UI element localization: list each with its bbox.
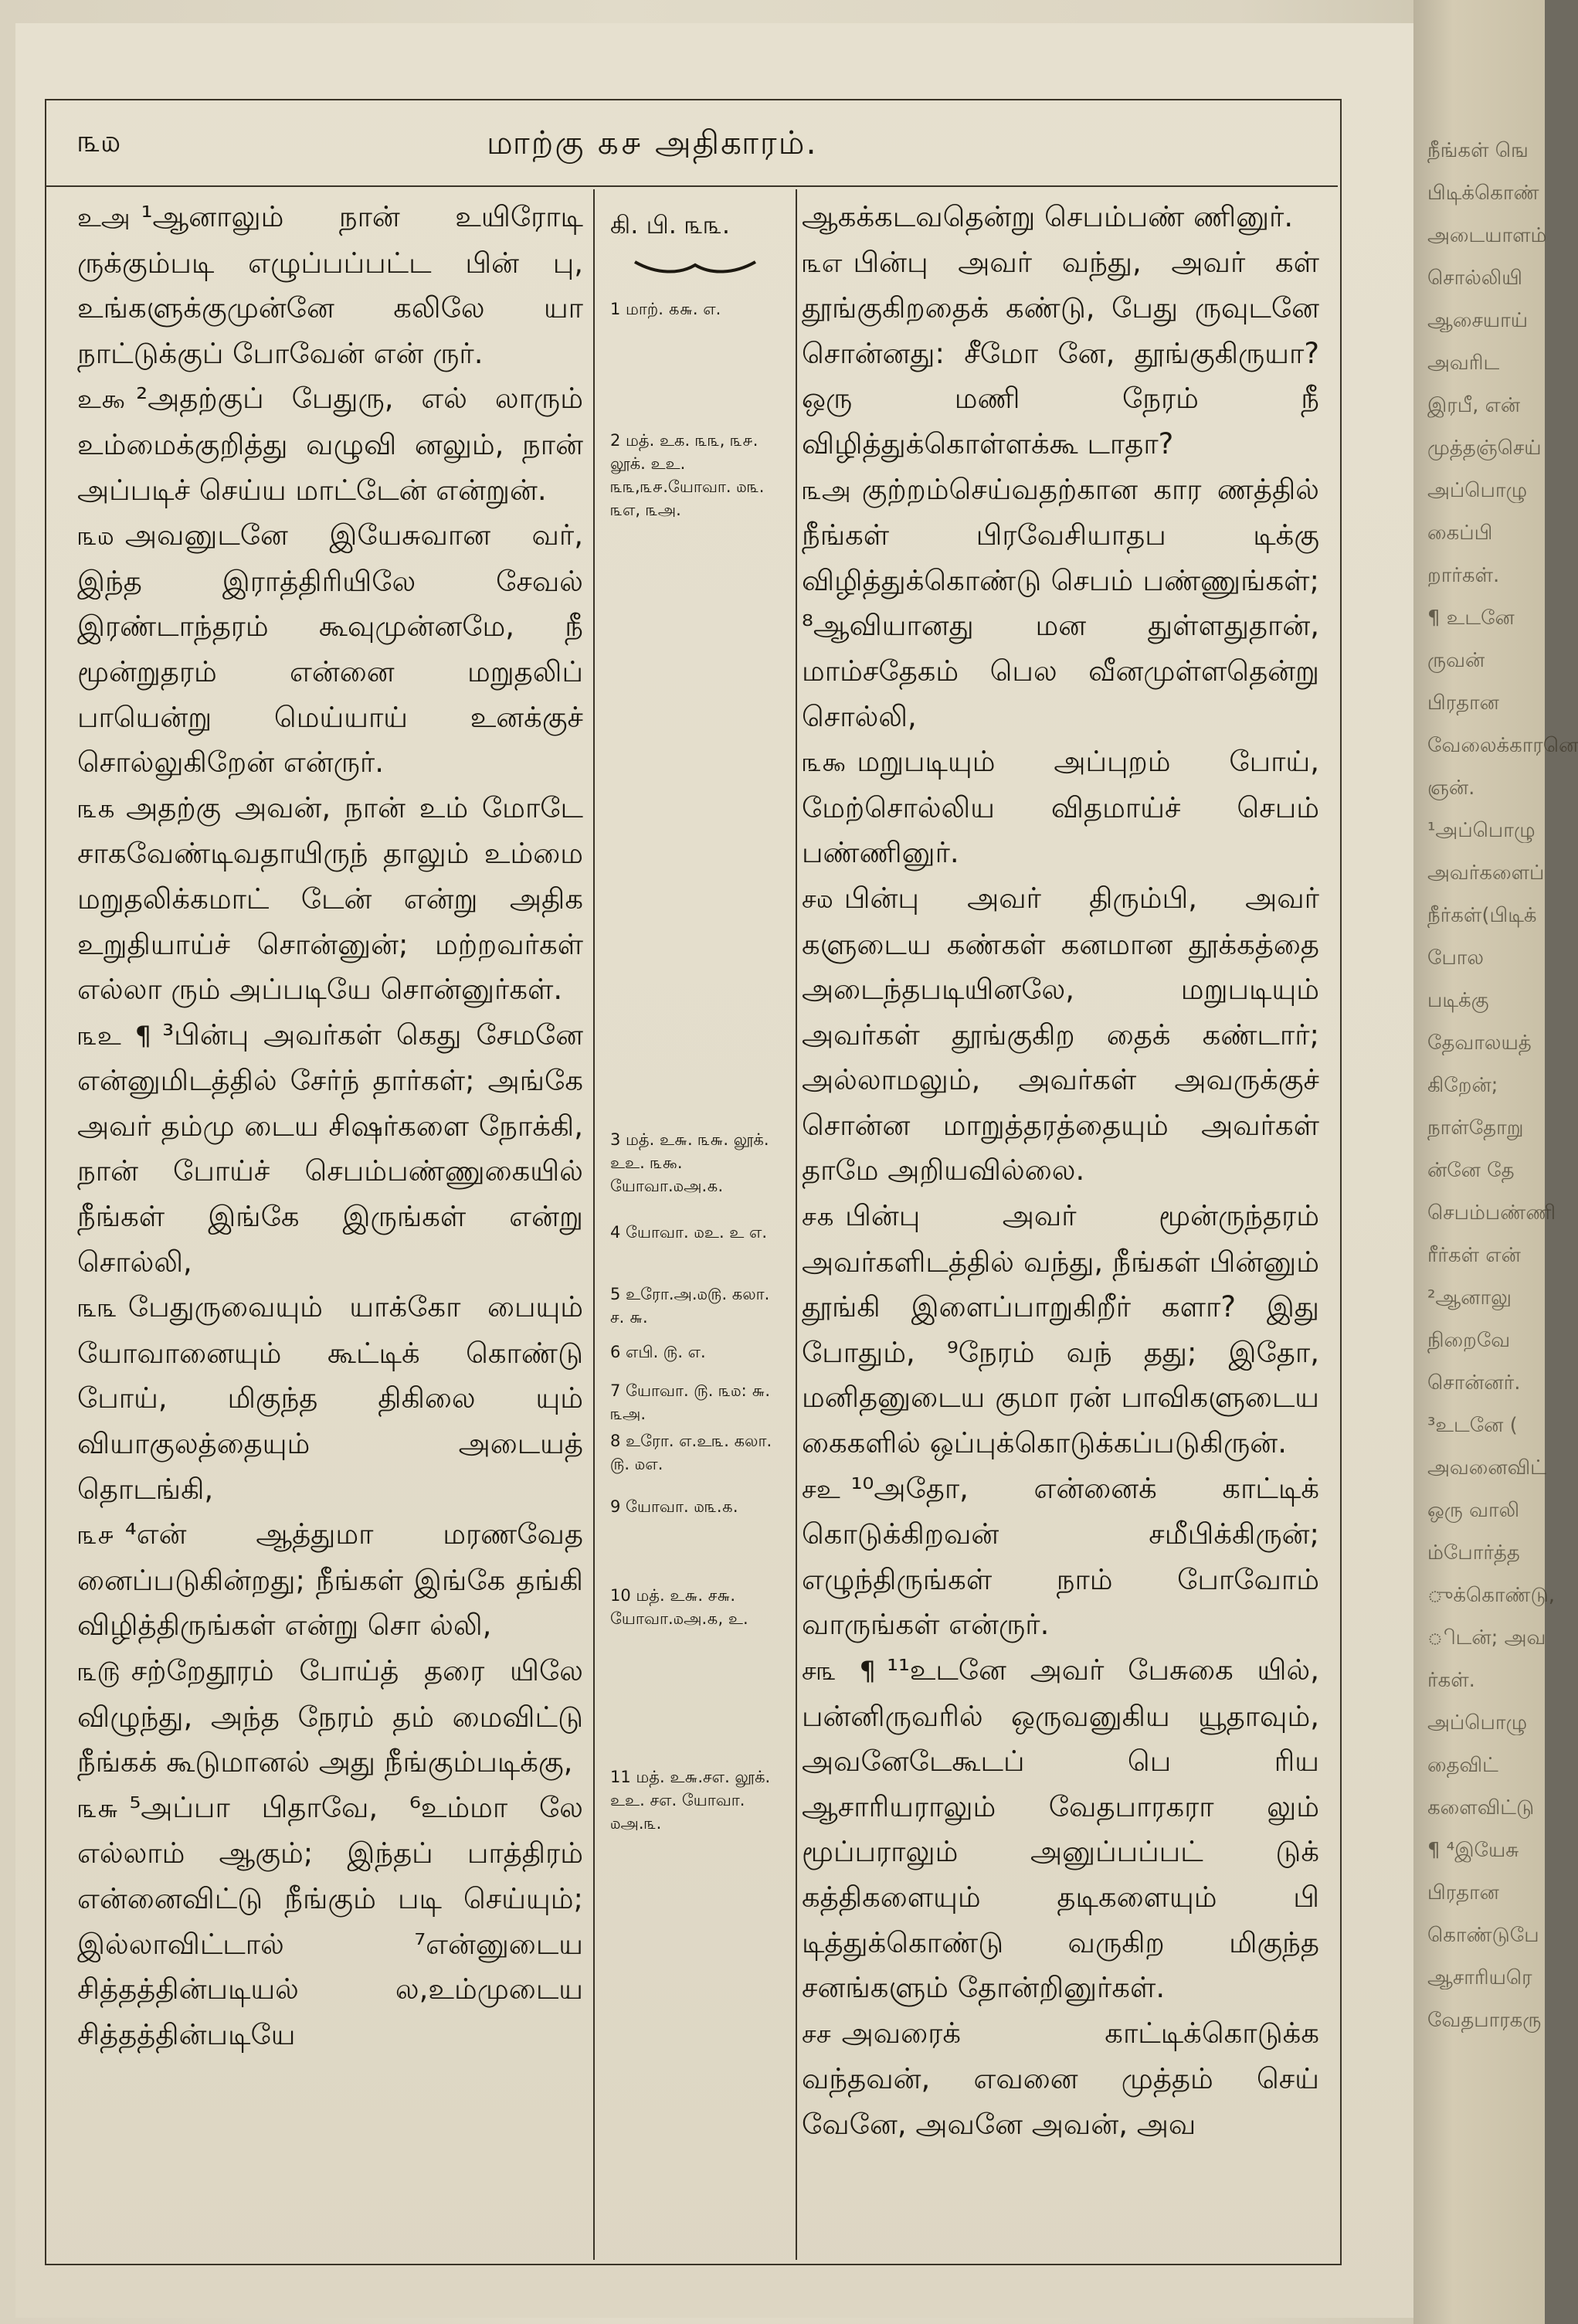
adjacent-page-line: அப்பொழு <box>1427 479 1528 502</box>
verse-text: ⁵அப்பா பிதாவே, ⁶உம்மா லே எல்லாம் ஆகும்; இந்தப் பாத்திரம் என்னைவிட்டு நீங்கும் படி செய்யும்; இல்லாவிட்டால் ⁷என்னுடைய சித்தத்தின்படியல் ல,உம்முடைய சித்தத்தின்படியே <box>77 1790 583 2051</box>
adjacent-page-line: சொன்னர். <box>1427 1371 1521 1395</box>
adjacent-page-line: ஆசையாய் <box>1427 309 1529 332</box>
adjacent-page-line: நீங்கள் ஙெ <box>1427 139 1529 162</box>
adjacent-page-line: போல <box>1427 946 1484 970</box>
verse-text: பின்பு அவர் திரும்பி, அவர் களுடைய கண்கள் கனமான தூக்கத்தை அடைந்தபடியினலே, மறுபடியும் அவர்கள் தூங்குகிற தைக் கண்டார்; அல்லாமலும், அவர்கள் அவருக்குச் சொன்ன மாறுத்தரத்தையும் அவர்கள் தாமே அறியவில்லை. <box>802 881 1319 1187</box>
cross-reference: 2 மத். உக. ௩௩, ௩௪. லூக். உஉ. ௩௩,௩௪.யோவா. ௰௩. ௩எ, ௩அ. <box>610 431 765 519</box>
adjacent-page-line: அவர்களைப் <box>1427 861 1545 885</box>
verse-paragraph <box>77 786 583 1013</box>
verse-text: ⁴என் ஆத்துமா மரணவேத னைப்படுகின்றது; நீங்கள் இங்கே தங்கி விழித்திருங்கள் என்று சொ ல்லி, <box>77 1517 583 1643</box>
verse-text: பின்பு அவர் வந்து, அவர் கள் தூங்குகிறதைக் கண்டு, பேது ருவுடனே சொன்னது: சீமோ னே, தூங்குகிருயா? ஒரு மணி நேரம் நீ விழித்துக்கொள்ளக்கூ டாதா? <box>802 245 1319 460</box>
verse-text: அவரைக் காட்டிக்கொடுக்க வந்தவன், எவனை முத்தம் செய் வேனே, அவனே அவன், அவ <box>802 2016 1319 2141</box>
adjacent-page-line: சொல்லியி <box>1427 267 1522 290</box>
verse-paragraph <box>802 195 1319 240</box>
verse-paragraph <box>802 1194 1319 1466</box>
verse-text: ²அதற்குப் பேதுரு, எல் லாரும் உம்மைக்குறித்து வழுவி னலும், நான் அப்படிச் செய்ய மாட்டேன் என்றுன். <box>77 382 583 507</box>
adjacent-page-line: ருவன் <box>1427 649 1485 672</box>
verse-text: ¹¹உடனே அவர் பேசுகை யில், பன்னிருவரில் ஒருவனுகிய யூதாவும், அவனேடேகூடப் பெ ரிய ஆசாரியராலும் வேதபாரகரா லும் மூப்பராலும் அனுப்பப்பட் டுக் கத்திகளையும் தடிகளையும் பி டித்துக்கொண்டு வருகிற மிகுந்த சனங்களும் தோன்றினுர்கள். <box>802 1653 1319 2005</box>
adjacent-page-line: வேலைக்காரனெ <box>1427 734 1578 757</box>
adjacent-page-line: ஞன். <box>1427 776 1475 800</box>
verse-number: ௩௰ <box>77 521 114 552</box>
verse-number: சச <box>802 2018 831 2050</box>
adjacent-page-line: ¶ உடனே <box>1427 606 1515 630</box>
verse-paragraph <box>77 1285 583 1512</box>
header-rule <box>46 185 1338 187</box>
adjacent-page-line: படிக்கு <box>1427 989 1489 1012</box>
adjacent-page-line: நிறைவே <box>1427 1329 1511 1352</box>
verse-number: உஅ <box>77 202 131 233</box>
verse-text: ¹⁰அதோ, என்னைக் காட்டிக் கொடுக்கிறவன் சமீபிக்கிருன்; எழுந்திருங்கள் நாம் போவோம் வாருங்கள் என்ருர். <box>802 1471 1319 1642</box>
adjacent-page-line: அவரிட <box>1427 352 1500 375</box>
adjacent-page-line: ²ஆனாலு <box>1427 1286 1512 1310</box>
verse-text: ¹ஆனாலும் நான் உயிரோடி ருக்கும்படி எழுப்பப்பட்ட பின் பு, உங்களுக்குமுன்னே கலிலே யா நாட்டுக்குப் போவேன் என் ருர். <box>77 200 583 370</box>
adjacent-page-line: றார்கள். <box>1427 564 1500 587</box>
column-divider-left <box>593 189 595 2260</box>
verse-paragraph <box>77 376 583 513</box>
verse-text: ஆகக்கடவதென்று செபம்பண் ணினுர். <box>802 200 1294 233</box>
adjacent-page-line: பிரதான <box>1427 1881 1499 1904</box>
adjacent-page-line: ம்போர்த்த <box>1427 1541 1520 1565</box>
verse-number: ௩௬ <box>77 1792 119 1824</box>
verse-number: உ௯ <box>77 384 126 416</box>
verse-number: ச௧ <box>802 1201 835 1233</box>
verse-text: அவனுடனே இயேசுவான வர், இந்த இராத்திரியிலே சேவல் இரண்டாந்தரம் கூவுமுன்னமே, நீ மூன்றுதரம் என்னை மறுதலிப் பாயென்று மெய்யாய் உனக்குச் சொல்லுகிறேன் என்ருர். <box>77 518 583 780</box>
adjacent-page-line: இரபீ, என் <box>1427 394 1521 417</box>
adjacent-page-line: ஆசாரியரெ <box>1427 1966 1532 1989</box>
adjacent-page-edge <box>1413 0 1578 2324</box>
adjacent-page-line: ¹அப்பொழு <box>1427 819 1536 842</box>
verse-paragraph <box>802 1648 1319 2011</box>
verse-text: பின்பு அவர் மூன்ருந்தரம் அவர்களிடத்தில் வந்து, நீங்கள் பின்னும் தூங்கி இளைப்பாறுகிறீர் களா? இது போதும், ⁹நேரம் வந் தது; இதோ, மனிதனுடைய குமா ரன் பாவிகளுடைய கைகளில் ஒப்புக்கொடுக்கப்படுகிருன். <box>802 1199 1319 1460</box>
left-text-column <box>77 195 583 2057</box>
adjacent-page-text <box>1413 0 1578 2034</box>
verse-paragraph <box>77 1512 583 1649</box>
verse-paragraph <box>77 195 583 376</box>
cross-reference: 4 யோவா. ௰உ. உ எ. <box>610 1223 768 1242</box>
verse-paragraph <box>77 513 583 786</box>
adjacent-page-line: பிடிக்கொண் <box>1427 182 1539 205</box>
verse-number: ௩௪ <box>77 1520 114 1551</box>
verse-text: ³பின்பு அவர்கள் கெது சேமனே என்னுமிடத்தில் சேர்ந் தார்கள்; அங்கே அவர் தம்மு டைய சிஷர்களை நோக்கி, நான் போய்ச் செபம்பண்ணுகையில் நீங்கள் இங்கே இருங்கள் என்று சொல்லி, <box>77 1018 583 1279</box>
verse-number: ௩எ <box>802 247 843 279</box>
verse-paragraph <box>802 2011 1319 2148</box>
verse-paragraph <box>802 467 1319 740</box>
verse-text: குற்றம்செய்வதற்கான கார ணத்தில் நீங்கள் பிரவேசியாதப டிக்கு விழித்துக்கொண்டு செபம் பண்ணுங்கள்; ⁸ஆவியானது மன துள்ளதுதான், மாம்சதேகம் பெல வீனமுள்ளதென்று சொல்லி, <box>802 472 1319 733</box>
verse-number: சஉ <box>802 1473 840 1505</box>
adjacent-page-line: கொண்டுபே <box>1427 1924 1539 1947</box>
cross-reference: 5 உரோ.அ.௰௫. கலா. ச. ௬. <box>610 1285 770 1327</box>
verse-text: பேதுருவையும் யாக்கோ பையும் யோவானையும் கூட்டிக் கொண்டு போய், மிகுந்த திகிலை யும் வியாகுலத்தையும் அடையத் தொடங்கி, <box>77 1290 583 1506</box>
verse-number: ௩௯ <box>802 747 847 779</box>
running-title: மாற்கு ௧௪ அதிகாரம். <box>487 124 818 161</box>
verse-text: மறுபடியும் அப்புறம் போய், மேற்சொல்லிய விதமாய்ச் செபம் பண்ணினுர். <box>802 745 1319 870</box>
cross-reference: 1 மாற். ௧௬. எ. <box>610 300 721 318</box>
adjacent-page-line: களைவிட்டு <box>1427 1796 1535 1819</box>
adjacent-page-line: ன்னே தே <box>1427 1159 1515 1182</box>
verse-number: ௩௫ <box>77 1656 120 1687</box>
adjacent-page-line: ரீர்கள் என் <box>1427 1244 1521 1267</box>
adjacent-page-line: தைவிட் <box>1427 1754 1498 1777</box>
verse-paragraph <box>802 739 1319 876</box>
verse-number: ௩௧ <box>77 793 116 824</box>
adjacent-page-line: அவனைவிட் <box>1427 1456 1546 1480</box>
page-header <box>46 116 1336 178</box>
adjacent-page-line: நீர்கள்(பிடிக் <box>1427 904 1537 927</box>
adjacent-page-line: வேதபாரகரு <box>1427 2009 1542 2032</box>
adjacent-page-line: அடையாளம் <box>1427 224 1547 247</box>
cross-reference-column <box>602 195 792 1833</box>
adjacent-page-line: அப்பொழு <box>1427 1711 1528 1735</box>
adjacent-page-line: தேவாலயத் <box>1427 1031 1532 1055</box>
page-number: ௩௰ <box>77 124 121 159</box>
verse-number: ச௰ <box>802 883 833 915</box>
verse-text: அதற்கு அவன், நான் உம் மோடே சாகவேண்டிவதாயிருந் தாலும் உம்மை மறுதலிக்கமாட் டேன் என்று அதிக உறுதியாய்ச் சொன்னுன்; மற்றவர்கள் எல்லா ரும் அப்படியே சொன்னுர்கள். <box>77 790 583 1007</box>
adjacent-page-line: ுக்கொண்டு, <box>1427 1584 1555 1607</box>
verse-paragraph <box>77 1785 583 2058</box>
cross-reference: 9 யோவா. ௰௩.௧. <box>610 1497 738 1516</box>
adjacent-page-line: பிரதான <box>1427 691 1499 715</box>
cross-reference: 3 மத். உ௬. ௩௬. லூக். உஉ. ௩௯. யோவா.௰அ.௧. <box>610 1130 769 1195</box>
verse-number: ௩உ ¶ <box>77 1020 152 1052</box>
adjacent-page-line: ிடன்; அவ <box>1427 1626 1546 1650</box>
verse-number: ச௩ ¶ <box>802 1656 877 1687</box>
adjacent-page-line: ³உடனே ( <box>1427 1414 1518 1437</box>
cross-reference: 7 யோவா. ௫. ௩௰: ௬. ௩அ. <box>610 1381 771 1423</box>
verse-number: ௩௩ <box>77 1293 117 1324</box>
adjacent-page-line: நாள்தோறு <box>1427 1116 1524 1140</box>
cross-reference: 8 உரோ. எ.உ௩. கலா. ௫. ௰எ. <box>610 1432 772 1473</box>
right-text-column <box>802 195 1319 2148</box>
adjacent-page-line: செபம்பண்ணி <box>1427 1201 1556 1225</box>
adjacent-page-line: ¶ ⁴இயேசு <box>1427 1839 1519 1862</box>
adjacent-page-line: முத்தஞ்செய் <box>1427 437 1542 460</box>
verse-text: சற்றேதூரம் போய்த் தரை யிலே விழுந்து, அந்த நேரம் தம் மைவிட்டு நீங்கக் கூடுமானல் அது நீங்கும்படிக்கு, <box>77 1654 583 1779</box>
margin-heading: கி. பி. ௩௩. <box>610 210 731 240</box>
ornament-swash-icon <box>633 256 757 274</box>
verse-paragraph <box>802 240 1319 467</box>
verse-paragraph <box>802 876 1319 1194</box>
cross-reference: 10 மத். உ௬. ச௬. யோவா.௰அ.௧, உ. <box>610 1586 748 1628</box>
adjacent-page-line: கைப்பி <box>1427 522 1493 545</box>
verse-paragraph <box>77 1013 583 1286</box>
verse-number: ௩அ <box>802 474 851 506</box>
adjacent-page-line: ர்கள். <box>1427 1669 1475 1692</box>
column-divider-right <box>796 189 797 2260</box>
adjacent-page-line: கிறேன்; <box>1427 1074 1498 1097</box>
adjacent-page-line: ஒரு வாலி <box>1427 1499 1520 1522</box>
cross-reference: 11 மத். உ௬.சஎ. லூக். உஉ. சஎ. யோவா. ௰அ.௩. <box>610 1768 771 1833</box>
cross-reference: 6 எபி. ௫. எ. <box>610 1343 706 1361</box>
verse-paragraph <box>802 1466 1319 1648</box>
verse-paragraph <box>77 1649 583 1785</box>
